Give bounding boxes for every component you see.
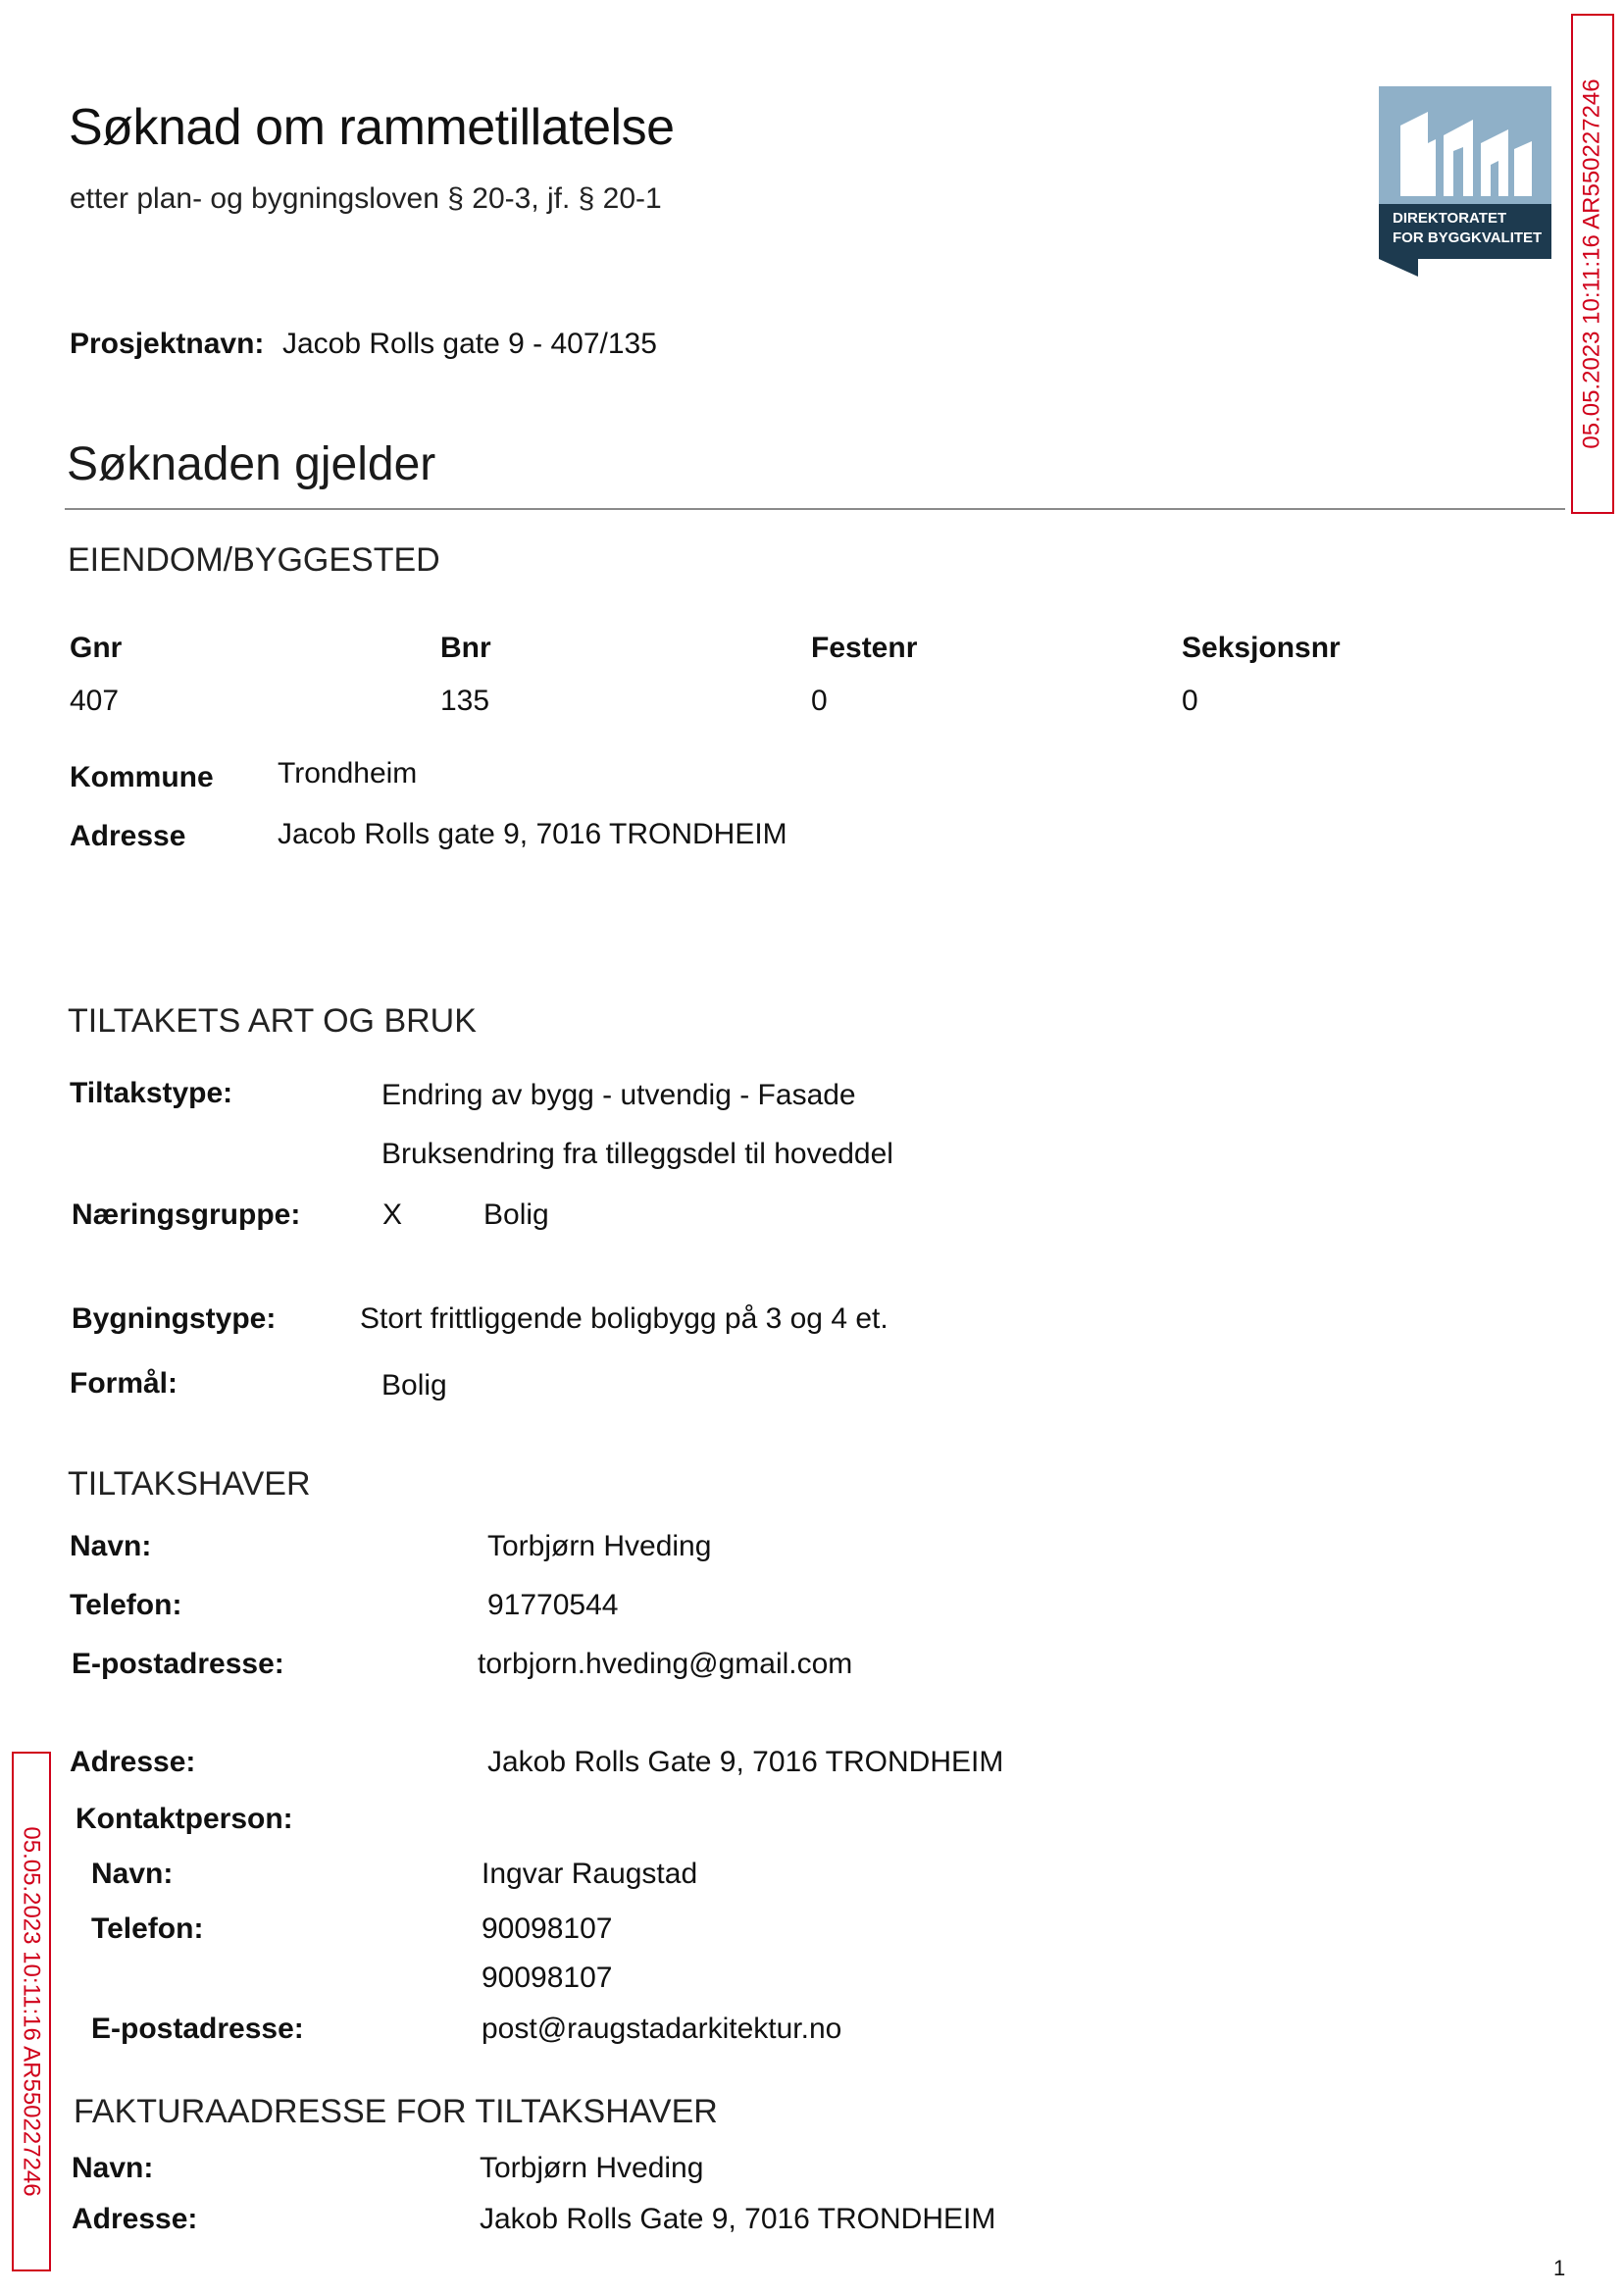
property-heading: EIENDOM/BYGGESTED [68, 541, 440, 579]
bygningstype-label: Bygningstype: [72, 1302, 277, 1335]
owner-telefon-label: Telefon: [70, 1589, 182, 1621]
bnr-value: 135 [440, 685, 490, 717]
invoice-heading: FAKTURAADRESSE FOR TILTAKSHAVER [74, 2093, 718, 2130]
kommune-value: Trondheim [278, 757, 418, 790]
seksjonsnr-label: Seksjonsnr [1182, 632, 1341, 664]
naeringsgruppe-value: Bolig [483, 1198, 549, 1231]
section-title: Søknaden gjelder [67, 438, 436, 490]
owner-adresse-label: Adresse: [70, 1746, 196, 1778]
contact-navn-label: Navn: [91, 1858, 174, 1890]
invoice-adresse-value: Jakob Rolls Gate 9, 7016 TRONDHEIM [480, 2203, 996, 2235]
tiltakstype-label: Tiltakstype: [70, 1077, 233, 1109]
formaal-value: Bolig [381, 1369, 447, 1402]
timestamp-stamp-top [1571, 14, 1614, 514]
owner-telefon-value: 91770544 [487, 1589, 619, 1621]
formaal-label: Formål: [70, 1367, 178, 1400]
owner-adresse-value: Jakob Rolls Gate 9, 7016 TRONDHEIM [487, 1746, 1004, 1778]
owner-navn-value: Torbjørn Hveding [487, 1530, 712, 1562]
project-name-value: Jacob Rolls gate 9 - 407/135 [282, 328, 657, 360]
contact-person-label: Kontaktperson: [76, 1803, 293, 1835]
naeringsgruppe-label: Næringsgruppe: [72, 1198, 301, 1231]
seksjonsnr-value: 0 [1182, 685, 1198, 717]
naeringsgruppe-code: X [382, 1198, 403, 1231]
contact-telefon-value: 90098107 [482, 1912, 613, 1945]
adresse-value: Jacob Rolls gate 9, 7016 TRONDHEIM [278, 818, 787, 850]
stamp-text-top: 05.05.2023 10:11:16 AR550227246 [1579, 78, 1605, 449]
gnr-value: 407 [70, 685, 120, 717]
owner-epost-label: E-postadresse: [72, 1648, 284, 1680]
measure-heading: TILTAKETS ART OG BRUK [68, 1002, 477, 1040]
invoice-navn-value: Torbjørn Hveding [480, 2152, 704, 2184]
tiltakstype-value-2: Bruksendring fra tilleggsdel til hoveddel [381, 1138, 893, 1170]
tiltakstype-value-1: Endring av bygg - utvendig - Fasade [381, 1079, 856, 1111]
contact-telefon-value-2: 90098107 [482, 1962, 613, 1994]
bygningstype-value: Stort frittliggende boligbygg på 3 og 4 et. [360, 1302, 888, 1335]
contact-epost-label: E-postadresse: [91, 2013, 304, 2045]
adresse-label: Adresse [70, 820, 186, 852]
owner-navn-label: Navn: [70, 1530, 152, 1562]
contact-epost-value: post@raugstadarkitektur.no [482, 2013, 842, 2045]
page-number: 1 [1553, 2256, 1566, 2280]
document-title: Søknad om rammetillatelse [69, 99, 675, 156]
invoice-navn-label: Navn: [72, 2152, 154, 2184]
logo-text-line2: FOR BYGGKVALITET [1393, 229, 1543, 246]
bnr-label: Bnr [440, 632, 491, 664]
dibk-logo [1379, 86, 1551, 277]
kommune-label: Kommune [70, 761, 214, 793]
logo-text-line1: DIREKTORATET [1393, 210, 1507, 227]
document-subtitle: etter plan- og bygningsloven § 20-3, jf. § 20-1 [70, 182, 662, 215]
owner-epost-value: torbjorn.hveding@gmail.com [478, 1648, 853, 1680]
festenr-label: Festenr [811, 632, 918, 664]
timestamp-stamp-bottom [12, 1752, 51, 2271]
contact-telefon-label: Telefon: [91, 1912, 204, 1945]
contact-navn-value: Ingvar Raugstad [482, 1858, 698, 1890]
gnr-label: Gnr [70, 632, 123, 664]
project-name-label: Prosjektnavn: [70, 328, 265, 360]
section-divider [65, 508, 1565, 510]
dibk-logo-mark [1379, 86, 1551, 277]
festenr-value: 0 [811, 685, 828, 717]
owner-heading: TILTAKSHAVER [68, 1465, 311, 1503]
stamp-text-bottom: 05.05.2023 10:11:16 AR550227246 [19, 1826, 45, 2197]
invoice-adresse-label: Adresse: [72, 2203, 198, 2235]
